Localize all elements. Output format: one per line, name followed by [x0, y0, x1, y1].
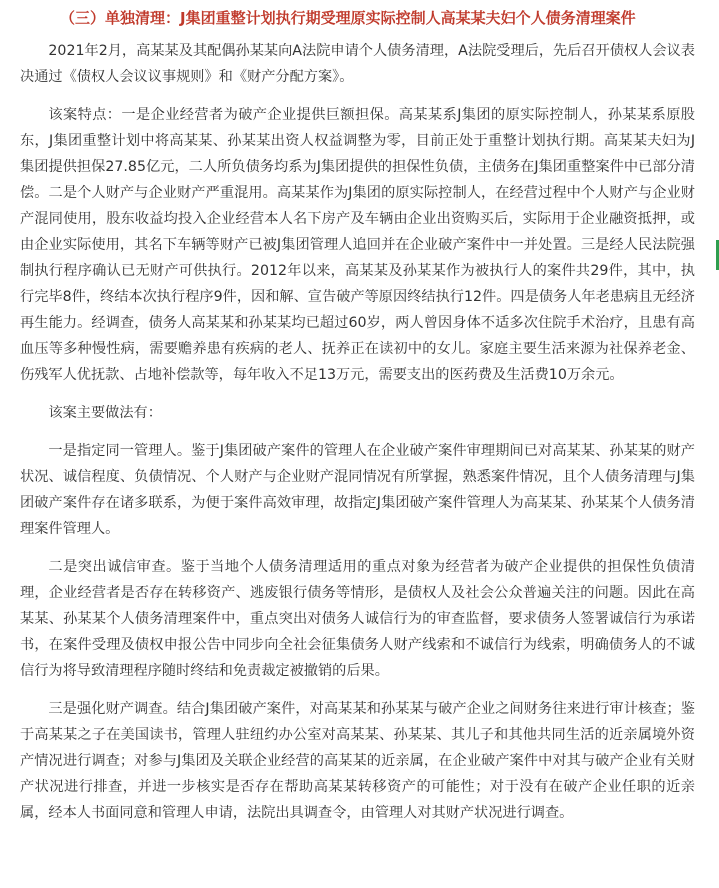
paragraph-practice-two: 二是突出诚信审查。鉴于当地个人债务清理适用的重点对象为经营者为破产企业提供的担保性负债清理，企业经营者是否存在转移资产、逃废银行债务等情形，是债权人及社会公众普遍关注的问题。因此在高某某、孙某某个人债务清理案件中，重点突出对债务人诚信行为的审查监督，要求债务人签署诚信行为承诺书，在案件受理及债权申报公告中同步向全社会征集债务人财产线索和不诚信行为线索，明确债务人的不诚信行为将导致清理程序随时终结和免责裁定被撤销的后果。	[20, 559, 695, 679]
paragraph-case-acceptance: 2021年2月，高某某及其配偶孙某某向A法院申请个人债务清理，A法院受理后，先后召开债权人会议表决通过《债权人会议议事规则》和《财产分配方案》。	[20, 43, 695, 85]
paragraph-practice-one: 一是指定同一管理人。鉴于J集团破产案件的管理人在企业破产案件审理期间已对高某某、孙某某的财产状况、诚信程度、负债情况、个人财产与企业财产混同情况有所掌握，熟悉案件情况，且个人债务清理与J集团破产案件存在诸多联系，为便于案件高效审理，故指定J集团破产案件管理人为高某某、孙某某个人债务清理案件管理人。	[20, 443, 695, 537]
paragraph-case-features: 该案特点：一是企业经营者为破产企业提供巨额担保。高某某系J集团的原实际控制人，孙某某系原股东，J集团重整计划中将高某某、孙某某出资人权益调整为零，目前正处于重整计划执行期。高某某夫妇为J集团提供担保27.85亿元，二人所负债务均系为J集团提供的担保性负债，主债务在J集团重整案件中已部分清偿。二是个人财产与企业财产严重混用。高某某作为J集团的原实际控制人，在经营过程中个人财产与企业财产混同使用，股东收益均投入企业经营本人名下房产及车辆由企业出资购买后，实际用于企业融资抵押，或由企业实际使用，其名下车辆等财产已被J集团管理人追回并在企业破产案件中一并处置。三是经人民法院强制执行程序确认已无财产可供执行。2012年以来，高某某及孙某某作为被执行人的案件共29件，其中，执行完毕8件，终结本次执行程序9件，因和解、宣告破产等原因终结执行12件。四是债务人年老患病且无经济再生能力。经调查，债务人高某某和孙某某均已超过60岁，两人曾因身体不适多次住院手术治疗，且患有高血压等多种慢性病，需要赡养患有疾病的老人、抚养正在读初中的女儿。家庭主要生活来源为社保养老金、伤残军人优抚款、占地补偿款等，每年收入不足13万元，需要支出的医药费及生活费10万余元。	[20, 107, 695, 383]
paragraph-main-practices-intro: 该案主要做法有：	[48, 405, 162, 421]
section-heading: （三）单独清理：J集团重整计划执行期受理原实际控制人高某某夫妇个人债务清理案件	[60, 9, 636, 27]
paragraph-practice-three: 三是强化财产调查。结合J集团破产案件，对高某某和孙某某与破产企业之间财务往来进行审计核查；鉴于高某某之子在美国读书，管理人驻纽约办公室对高某某、孙某某、其儿子和其他共同生活的近亲属境外资产情况进行调查；对参与J集团及关联企业经营的高某某的近亲属，在企业破产案件中对其与破产企业有关财产状况进行排查，并进一步核实是否存在帮助高某某转移资产的可能性；对于没有在破产企业任职的近亲属，经本人书面同意和管理人申请，法院出具调查令，由管理人对其财产状况进行调查。	[20, 701, 695, 821]
